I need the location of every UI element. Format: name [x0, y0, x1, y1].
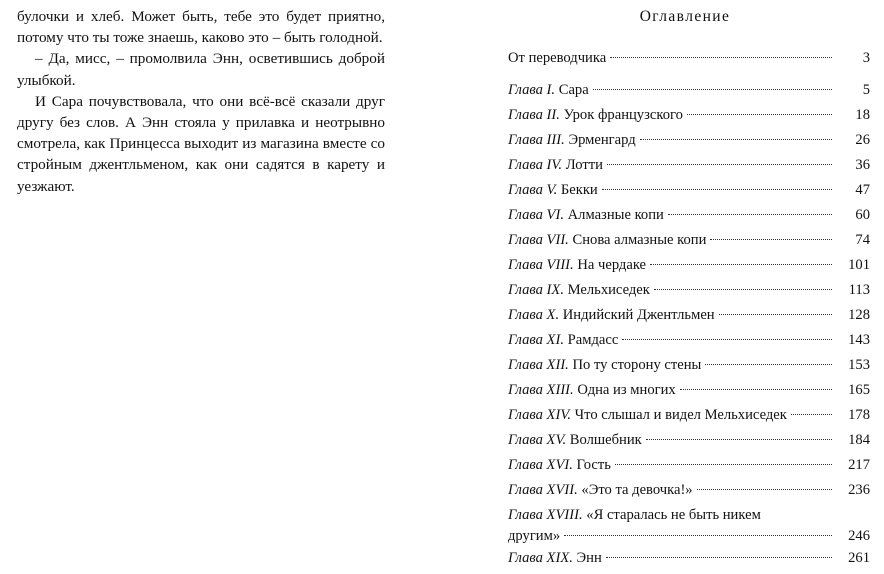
toc-chapter-title: Алмазные копи: [567, 207, 664, 223]
toc-entry-label: [508, 357, 701, 374]
toc-chapter-number: Глава XIII.: [508, 382, 574, 398]
toc-chapter-number: Глава XIV.: [508, 407, 571, 423]
toc-entry-label: [508, 132, 636, 149]
toc-page-number: 18: [855, 107, 870, 123]
toc-entry: [508, 357, 870, 377]
toc-entry: [508, 107, 870, 127]
toc-chapter-number: Глава VI.: [508, 207, 564, 223]
toc-entry: [508, 50, 870, 70]
dot-leader: [697, 489, 832, 490]
toc-chapter-title-continued: другим»: [508, 528, 561, 544]
toc-entry: [508, 132, 870, 152]
toc-entry: [508, 482, 870, 502]
dot-leader: [668, 214, 832, 215]
toc-page-number: 236: [848, 482, 870, 498]
toc-chapter-title: Урок французского: [563, 107, 683, 123]
toc-entry-label: [508, 382, 676, 399]
toc-chapter-title: Рамдасс: [567, 332, 619, 348]
toc-chapter-number: Глава II.: [508, 107, 560, 123]
toc-title: Оглавление: [639, 8, 731, 25]
toc-chapter-title: Что слышал и видел Мельхиседек: [574, 407, 787, 423]
toc-entry-label: [508, 257, 646, 274]
toc-entry-label: [508, 332, 618, 349]
toc-page-number: 261: [848, 550, 870, 566]
toc-entry-label: [508, 282, 650, 299]
toc-chapter-title: Эрменгард: [568, 132, 636, 148]
toc-entry: [508, 457, 870, 477]
toc-chapter-number: Глава XI.: [508, 332, 564, 348]
toc-entry-label: [508, 157, 603, 174]
toc-chapter-number: Глава VII.: [508, 232, 569, 248]
toc-entry-label: [508, 107, 683, 124]
toc-page-number: 3: [862, 50, 870, 66]
dot-leader: [564, 535, 832, 536]
toc-chapter-number: Глава XII.: [508, 357, 569, 373]
toc-chapter-number: Глава X.: [508, 307, 560, 323]
toc-chapter-number: Глава III.: [508, 132, 565, 148]
toc-entry-label: [508, 50, 606, 67]
toc-chapter-number: Глава IV.: [508, 157, 563, 173]
dot-leader: [640, 139, 832, 140]
toc-chapter-title: «Я старалась не быть никем: [586, 507, 761, 523]
toc-chapter-number: Глава V.: [508, 182, 558, 198]
toc-entry: [508, 232, 870, 252]
dot-leader: [602, 189, 832, 190]
toc-entry: [508, 157, 870, 177]
toc-entry-label: [508, 207, 664, 224]
toc-page-number: 246: [848, 528, 870, 544]
dot-leader: [615, 464, 832, 465]
toc-chapter-title: По ту сторону стены: [572, 357, 702, 373]
paragraph: булочки и хлеб. Может быть, тебе это будет приятно, потому что ты тоже знаешь, каково это – быть голодной.: [17, 8, 385, 47]
toc-entry: [508, 182, 870, 202]
dot-leader: [606, 557, 832, 558]
toc-page-number: 153: [848, 357, 870, 373]
toc-chapter-title: Снова алмазные копи: [572, 232, 707, 248]
toc-page-number: 217: [848, 457, 870, 473]
toc-entry-label: [508, 232, 706, 249]
toc-page-number: 36: [855, 157, 870, 173]
toc-chapter-number: Глава XVII.: [508, 482, 578, 498]
toc-page-number: 113: [848, 282, 870, 298]
dot-leader: [705, 364, 832, 365]
dot-leader: [719, 314, 832, 315]
toc-page-number: 60: [855, 207, 870, 223]
toc-page-number: 5: [862, 82, 870, 98]
toc-chapter-number: Глава XIX.: [508, 550, 573, 566]
dot-leader: [593, 89, 832, 90]
toc-entry-label: [508, 482, 693, 499]
toc-chapter-title: Бекки: [560, 182, 598, 198]
toc-chapter-title: Сара: [558, 82, 589, 98]
toc-entry: [508, 257, 870, 277]
toc-entry: [508, 550, 870, 570]
toc-entry-label: [508, 182, 598, 199]
dot-leader: [610, 57, 832, 58]
paragraph: И Сара почувствовала, что они всё-всё сказали друг другу без слов. А Энн стояла у прилавка и неотрывно смотрела, как Принцесса выходит из магазина вместе со стройным джентльменом, как они садятся в карету и уезжают.: [17, 92, 385, 195]
toc-entry-label: [508, 507, 761, 523]
left-page-text: [17, 6, 385, 197]
dot-leader: [791, 414, 832, 415]
dot-leader: [680, 389, 832, 390]
dot-leader: [650, 264, 832, 265]
toc-entry-label: [508, 457, 611, 474]
toc-chapter-title: Мельхиседек: [567, 282, 650, 298]
toc-chapter-title: Одна из многих: [577, 382, 676, 398]
dot-leader: [687, 114, 832, 115]
toc-entry: [508, 382, 870, 402]
dot-leader: [607, 164, 832, 165]
paragraph: – Да, мисс, – промолвила Энн, осветившись доброй улыбкой.: [17, 50, 385, 89]
toc-entry: [508, 82, 870, 102]
dot-leader: [654, 289, 832, 290]
toc-entry-label: [508, 432, 642, 449]
toc-entry-label: [508, 307, 715, 324]
toc-chapter-title: Индийский Джентльмен: [562, 307, 715, 323]
toc-entry: [508, 332, 870, 352]
toc-chapter-number: Глава XVIII.: [508, 507, 583, 523]
toc-page-number: 26: [855, 132, 870, 148]
dot-leader: [646, 439, 832, 440]
toc-chapter-title: Гость: [576, 457, 611, 473]
toc-chapter-title: Волшебник: [569, 432, 642, 448]
toc-page-number: 143: [848, 332, 870, 348]
toc-chapter-number: Глава IX.: [508, 282, 564, 298]
toc-chapter-number: Глава VIII.: [508, 257, 574, 273]
toc-chapter-number: Глава XV.: [508, 432, 567, 448]
toc-page-number: 101: [848, 257, 870, 273]
toc-page-number: 184: [848, 432, 870, 448]
toc-entry-label: [508, 407, 787, 424]
toc-chapter-title: Лотти: [565, 157, 603, 173]
dot-leader: [622, 339, 832, 340]
toc-chapter-number: Глава I.: [508, 82, 556, 98]
toc-page-number: 165: [848, 382, 870, 398]
toc-entry: [508, 407, 870, 427]
toc-chapter-number: Глава XVI.: [508, 457, 573, 473]
toc-entry: [508, 432, 870, 452]
toc-entry-label: [508, 550, 602, 567]
dot-leader: [710, 239, 832, 240]
toc-page-number: 128: [848, 307, 870, 323]
toc-entry: [508, 282, 870, 302]
toc-chapter-title: Энн: [576, 550, 602, 566]
toc-page-number: 178: [848, 407, 870, 423]
toc-entry: [508, 507, 870, 549]
toc-page-number: 47: [855, 182, 870, 198]
toc-chapter-title: «Это та девочка!»: [581, 482, 693, 498]
toc-entry: [508, 307, 870, 327]
toc-entry: [508, 207, 870, 227]
toc-chapter-title: На чердаке: [577, 257, 647, 273]
toc-page-number: 74: [855, 232, 870, 248]
toc-entry-label: [508, 82, 589, 99]
toc-chapter-title: От переводчика: [508, 50, 607, 66]
